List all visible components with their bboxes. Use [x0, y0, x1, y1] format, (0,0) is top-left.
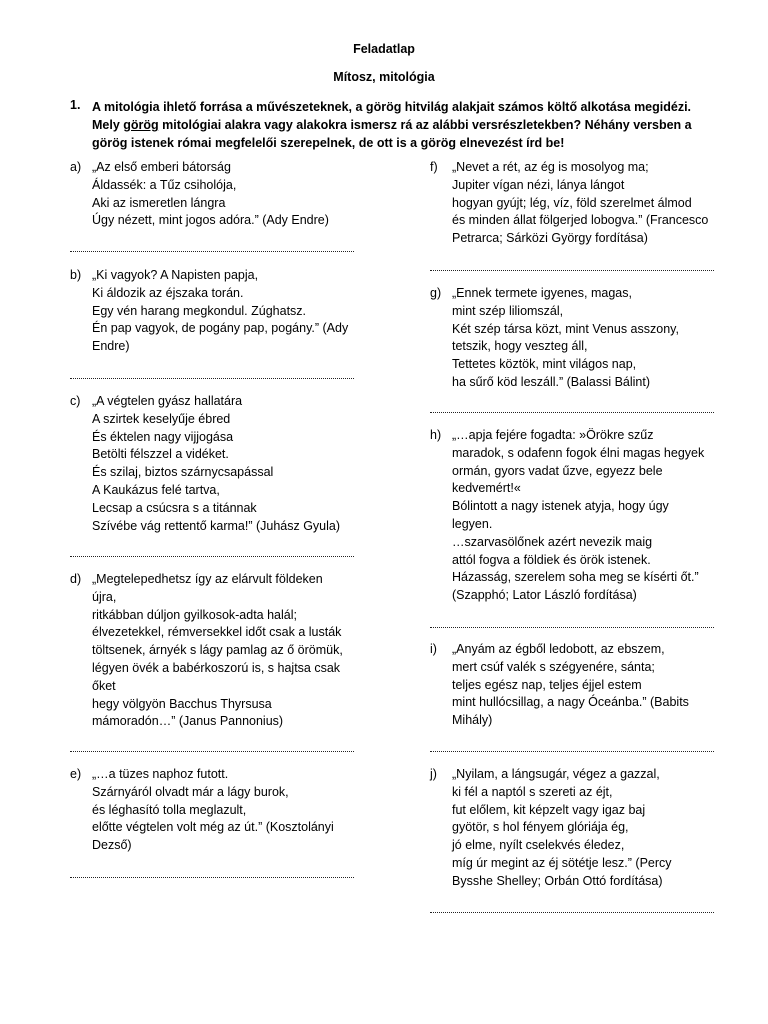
poem-excerpt [452, 641, 689, 730]
question-number: 1. [70, 98, 81, 112]
poem-line: Bysshe Shelley; Orbán Ottó fordítása) [452, 873, 663, 888]
answer-line [70, 877, 354, 878]
poem-line: hogyan gyújt; lég, víz, föld szerelmet álmod [452, 195, 692, 210]
poem-excerpt [92, 571, 343, 731]
answer-line [430, 751, 714, 752]
poem-line: Dezső) [92, 838, 132, 853]
item-label: j) [430, 767, 437, 781]
poem-line: „Az első emberi bátorság [92, 160, 231, 174]
item-label: f) [430, 160, 438, 174]
poem-line: „Ki vagyok? A Napisten papja, [92, 268, 259, 282]
poem-line: És éktelen nagy vijjogása [92, 429, 234, 444]
poem-line: ha sűrő köd leszáll.” (Balassi Bálint) [452, 374, 650, 389]
poem-line: „…apja fejére fogadta: »Örökre szűz [452, 428, 654, 442]
poem-excerpt [92, 267, 348, 356]
poem-line: hegy völgyön Bacchus Thyrsusa [92, 696, 272, 711]
poem-line: Szárnyáról olvadt már a lágy burok, [92, 784, 289, 799]
poem-line: Szívébe vág rettentő karma!” (Juhász Gyula) [92, 518, 341, 533]
poem-line: Endre) [92, 339, 130, 354]
poem-line: Mihály) [452, 713, 493, 728]
question-text [92, 98, 722, 152]
poem-line: mámoradón…” (Janus Pannonius) [92, 714, 284, 729]
poem-line: ormán, gyors vadat űzve, egyezz bele [452, 463, 663, 478]
question-text-part: A mitológia ihlető forrása a művészeteknek, a görög hitvilág alakjait számos költő alkotása megidézi. Mely [92, 100, 692, 132]
poem-line: teljes egész nap, teljes éjjel estem [452, 677, 642, 692]
poem-line: előtte végtelen volt még az út.” (Kosztolányi [92, 820, 334, 835]
answer-line [430, 912, 714, 913]
poem-line: Jupiter vígan nézi, lánya lángot [452, 177, 625, 192]
poem-line: „Anyám az égből ledobott, az ebszem, [452, 642, 665, 656]
poem-line: kedvemért!« [452, 481, 521, 496]
poem-excerpt [452, 159, 708, 248]
poem-line: És szilaj, biztos szárnycsapással [92, 465, 274, 480]
poem-line: légyen övék a babérkoszorú is, s hajtsa csak [92, 660, 341, 675]
poem-line: …szarvasölőnek azért nevezik maig [452, 534, 653, 549]
poem-line: legyen. [452, 516, 493, 531]
poem-line: őket [92, 678, 116, 693]
poem-excerpt [452, 766, 672, 891]
page-title: Feladatlap [353, 42, 415, 56]
item-label: b) [70, 268, 82, 282]
poem-line: Aki az ismeretlen lángra [92, 195, 226, 210]
answer-line [70, 251, 354, 252]
answer-line [70, 751, 354, 752]
answer-line [430, 412, 714, 413]
answer-line [430, 270, 714, 271]
poem-line: Úgy nézett, mint jogos adóra.” (Ady Endre) [92, 213, 329, 228]
poem-excerpt [92, 393, 340, 535]
poem-line: mint hullócsillag, a nagy Óceánba.” (Babits [452, 695, 689, 710]
poem-line: Petrarca; Sárközi György fordítása) [452, 231, 648, 246]
poem-line: ki fél a naptól s szereti az éjt, [452, 784, 613, 799]
question-text-part: mitológiai alakra vagy alakokra ismersz rá az alábbi versrészletekben? Néhány versben a görög istenek római megfelelői szerepelnek, de ott is a görög elnevezést írd be! [92, 118, 692, 150]
poem-line: gyötör, s hol fényem glóriája ég, [452, 820, 629, 835]
item-label: e) [70, 767, 82, 781]
item-label: a) [70, 160, 82, 174]
poem-line: Ki áldozik az éjszaka torán. [92, 285, 244, 300]
poem-line: A Kaukázus felé tartva, [92, 482, 220, 497]
poem-line: Áldassék: a Tűz csiholója, [92, 177, 237, 192]
poem-line: jó elme, nyílt cselekvés éledez, [452, 838, 625, 853]
poem-line: Lecsap a csúcsra s a titánnak [92, 500, 257, 515]
poem-line: ritkábban dúljon gyilkosok-adta halál; [92, 607, 297, 622]
item-label: i) [430, 642, 437, 656]
poem-line: A szirtek keselyűje ébred [92, 411, 231, 426]
poem-line: míg úr megint az éj sötétje lesz.” (Percy [452, 855, 672, 870]
page-subtitle: Mítosz, mitológia [333, 70, 435, 84]
poem-line: „Nyilam, a lángsugár, végez a gazzal, [452, 767, 660, 781]
poem-line: újra, [92, 589, 117, 604]
poem-line: Házasság, szerelem soha meg se kísérti őt.” [452, 570, 699, 585]
poem-line: „Ennek termete igyenes, magas, [452, 286, 632, 300]
poem-line: töltsenek, árnyék s lágy pamlag az ő örömük, [92, 643, 343, 658]
poem-line: „Megtelepedhetsz így az elárvult földeken [92, 572, 323, 586]
poem-excerpt [452, 285, 679, 392]
poem-line: maradok, s odafenn fogok élni magas hegyek [452, 445, 705, 460]
poem-line: és léghasító tolla meglazult, [92, 802, 247, 817]
poem-excerpt [92, 766, 334, 855]
poem-line: élvezetekkel, rémversekkel időt csak a lusták [92, 625, 342, 640]
poem-line: és minden állat fölgerjed lobogva.” (Francesco [452, 213, 709, 228]
poem-line: Egy vén harang megkondul. Zúghatsz. [92, 303, 307, 318]
item-label: h) [430, 428, 442, 442]
poem-excerpt [92, 159, 329, 230]
poem-line: Bólintott a nagy istenek atyja, hogy úgy [452, 499, 669, 514]
poem-line: Tettetes köztök, mint világos nap, [452, 357, 637, 372]
poem-line: Két szép társa közt, mint Venus asszony, [452, 321, 679, 336]
question-underlined-word: görög [123, 118, 159, 132]
poem-line: Betölti félszzel a vidéket. [92, 447, 229, 462]
item-label: d) [70, 572, 82, 586]
poem-line: „…a tüzes naphoz futott. [92, 767, 229, 781]
poem-line: „A végtelen gyász hallatára [92, 394, 243, 408]
poem-line: attól fogva a földiek és örök istenek. [452, 552, 651, 567]
poem-line: mint szép liliomszál, [452, 303, 564, 318]
answer-line [70, 556, 354, 557]
item-label: c) [70, 394, 81, 408]
poem-excerpt [452, 427, 704, 605]
poem-line: (Szapphó; Lator László fordítása) [452, 588, 637, 603]
answer-line [430, 627, 714, 628]
item-label: g) [430, 286, 442, 300]
answer-line [70, 378, 354, 379]
poem-line: tetszik, hogy veszteg áll, [452, 339, 588, 354]
poem-line: mert csúf valék s szégyenére, sánta; [452, 659, 655, 674]
poem-line: Én pap vagyok, de pogány pap, pogány.” (Ady [92, 321, 349, 336]
poem-line: fut előlem, kit képzelt vagy igaz baj [452, 802, 646, 817]
poem-line: „Nevet a rét, az ég is mosolyog ma; [452, 160, 649, 174]
